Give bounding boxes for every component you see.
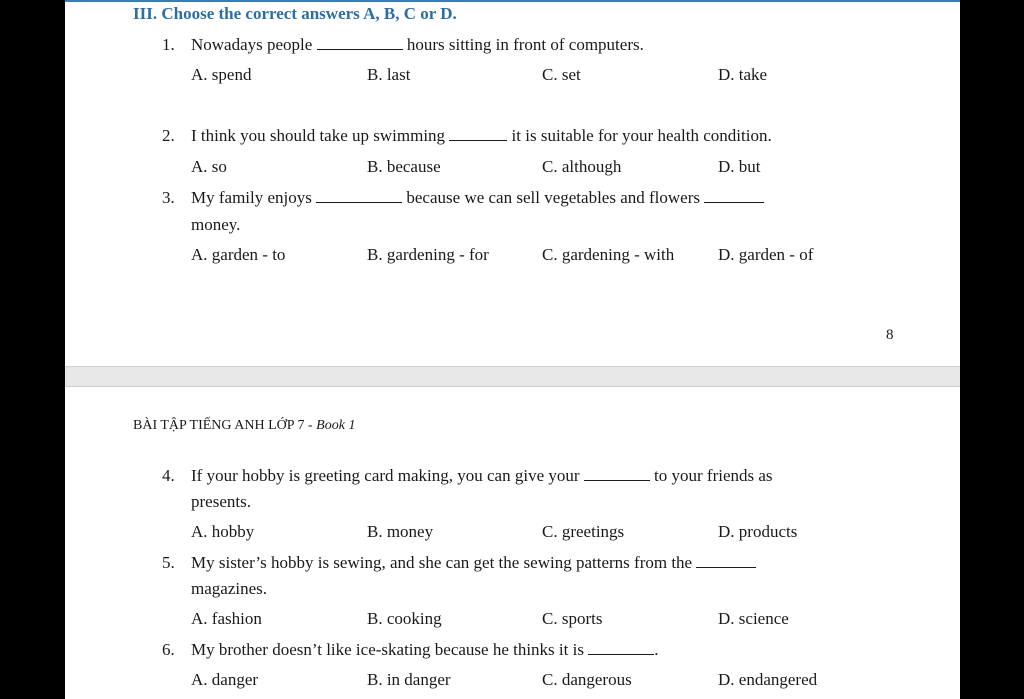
question-4-part-2: to your friends as bbox=[654, 466, 773, 485]
question-2-part-1: I think you should take up swimming bbox=[191, 126, 446, 145]
question-4-blank bbox=[584, 466, 650, 481]
question-6-part-2: . bbox=[654, 640, 659, 659]
question-5-number: 5. bbox=[162, 553, 175, 572]
question-4-number: 4. bbox=[162, 466, 175, 485]
page-gap bbox=[65, 366, 960, 387]
question-3-option-a: A. garden - to bbox=[191, 245, 286, 264]
question-1-option-b: B. last bbox=[367, 65, 411, 84]
question-1-text bbox=[191, 35, 644, 55]
question-3-option-c: C. gardening - with bbox=[542, 245, 675, 264]
question-1-part-2: hours sitting in front of computers. bbox=[406, 35, 644, 54]
question-2-option-d: D. but bbox=[718, 157, 761, 176]
question-2-option-c: C. although bbox=[542, 157, 622, 176]
question-3-part-1: My family enjoys bbox=[191, 188, 312, 207]
page-top-border bbox=[65, 0, 960, 2]
question-5-text bbox=[191, 553, 756, 573]
question-4-continuation: presents. bbox=[191, 492, 251, 511]
question-3-option-d: D. garden - of bbox=[718, 245, 814, 264]
question-1-option-d: D. take bbox=[718, 65, 768, 84]
question-1-option-a: A. spend bbox=[191, 65, 252, 84]
question-4-part-1: If your hobby is greeting card making, you can give your bbox=[191, 466, 580, 485]
question-3-continuation: money. bbox=[191, 215, 241, 234]
question-4-option-a: A. hobby bbox=[191, 522, 255, 541]
question-6-option-d: D. endangered bbox=[718, 670, 818, 689]
question-2-part-2: it is suitable for your health condition. bbox=[511, 126, 772, 145]
question-6-blank bbox=[588, 640, 654, 655]
question-6-text bbox=[191, 640, 658, 660]
question-4-text bbox=[191, 466, 773, 486]
page-number: 8 bbox=[886, 327, 894, 343]
question-2-number: 2. bbox=[162, 126, 175, 145]
page-header-title: BÀI TẬP TIẾNG ANH LỚP 7 - bbox=[133, 418, 313, 433]
question-3-part-2: because we can sell vegetables and flowers bbox=[406, 188, 700, 207]
question-5-option-a: A. fashion bbox=[191, 609, 262, 628]
question-6-option-b: B. in danger bbox=[367, 670, 451, 689]
question-4-option-b: B. money bbox=[367, 522, 434, 541]
question-6-option-c: C. dangerous bbox=[542, 670, 632, 689]
question-6-part-1: My brother doesn’t like ice-skating because he thinks it is bbox=[191, 640, 584, 659]
question-2-option-a: A. so bbox=[191, 157, 227, 176]
question-1-part-1: Nowadays people bbox=[191, 35, 313, 54]
question-3-blank-2 bbox=[704, 188, 764, 203]
question-6-option-a: A. danger bbox=[191, 670, 259, 689]
question-1-blank bbox=[317, 35, 403, 50]
question-6-number: 6. bbox=[162, 640, 175, 659]
question-2-option-b: B. because bbox=[367, 157, 441, 176]
question-2-blank bbox=[449, 126, 507, 141]
question-3-text bbox=[191, 188, 764, 208]
question-2-text bbox=[191, 126, 772, 146]
question-5-option-d: D. science bbox=[718, 609, 789, 628]
question-5-option-c: C. sports bbox=[542, 609, 603, 628]
question-4-option-d: D. products bbox=[718, 522, 798, 541]
question-5-option-b: B. cooking bbox=[367, 609, 442, 628]
question-4-option-c: C. greetings bbox=[542, 522, 625, 541]
page-header bbox=[133, 418, 355, 434]
question-3-number: 3. bbox=[162, 188, 175, 207]
question-1-number: 1. bbox=[162, 35, 175, 54]
page-header-book: Book 1 bbox=[316, 418, 356, 433]
question-3-blank-1 bbox=[316, 188, 402, 203]
question-5-continuation: magazines. bbox=[191, 579, 267, 598]
section-title: III. Choose the correct answers A, B, C or D. bbox=[133, 4, 457, 23]
question-1-option-c: C. set bbox=[542, 65, 581, 84]
question-5-part-1: My sister’s hobby is sewing, and she can get the sewing patterns from the bbox=[191, 553, 693, 572]
question-5-blank bbox=[696, 553, 756, 568]
question-3-option-b: B. gardening - for bbox=[367, 245, 489, 264]
